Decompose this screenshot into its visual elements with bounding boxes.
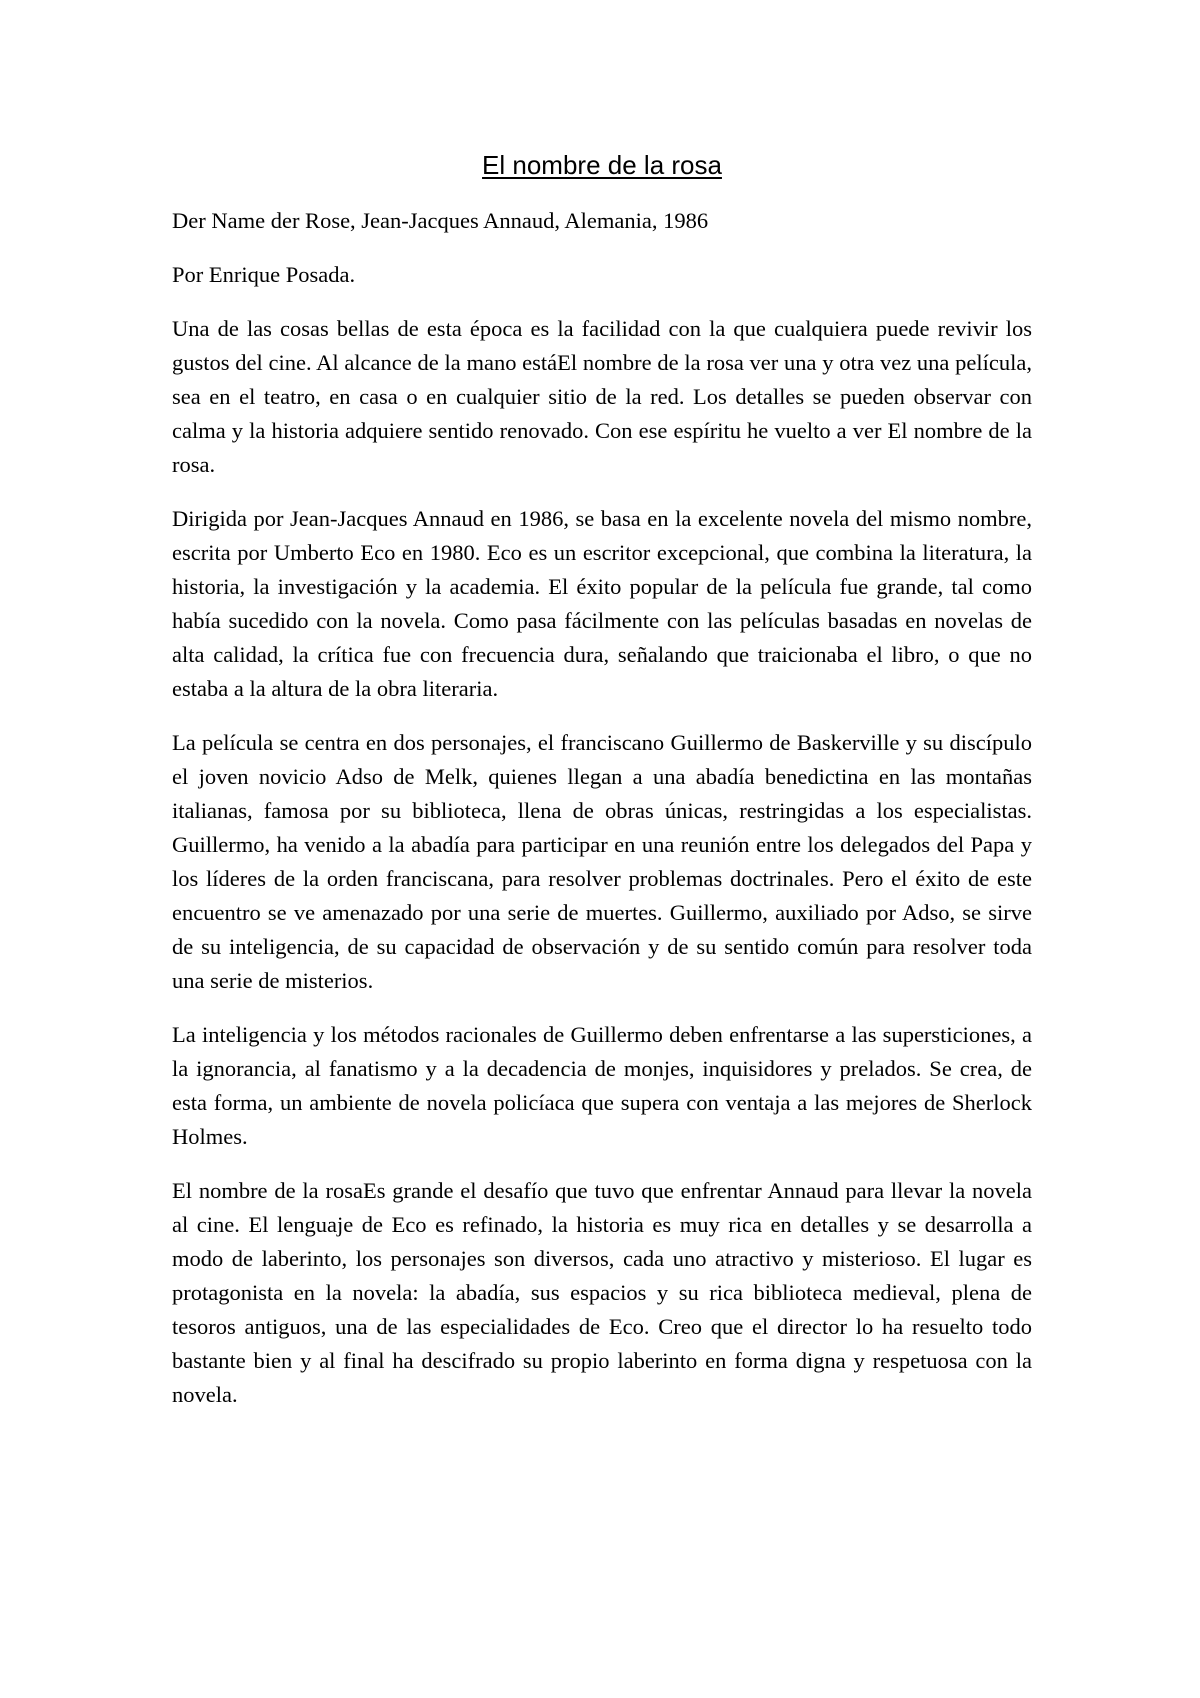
paragraph-5: El nombre de la rosaEs grande el desafío que tuvo que enfrentar Annaud para llevar la novela al cine. El lenguaje de Eco es refinado, la historia es muy rica en detalles y se desarrolla a modo de laberinto, los personajes son diversos, cada uno atractivo y misterioso. El lugar es protagonista en la novela: la abadía, sus espacios y su rica biblioteca medieval, plena de tesoros antiguos, una de las especialidades de Eco. Creo que el director lo ha resuelto todo bastante bien y al final ha descifrado su propio laberinto en forma digna y respetuosa con la novela. (172, 1178, 1032, 1407)
paragraph-3: La película se centra en dos personajes, el franciscano Guillermo de Baskerville y su discípulo el joven novicio Adso de Melk, quienes llegan a una abadía benedictina en las montañas italianas, famosa por su biblioteca, llena de obras únicas, restringidas a los especialistas. Guillermo, ha venido a la abadía para participar en una reunión entre los delegados del Papa y los líderes de la orden franciscana, para resolver problemas doctrinales. Pero el éxito de este encuentro se ve amenazado por una serie de muertes. Guillermo, auxiliado por Adso, se sirve de su inteligencia, de su capacidad de observación y de su sentido común para resolver toda una serie de misterios. (172, 730, 1032, 993)
paragraph-1: Una de las cosas bellas de esta época es la facilidad con la que cualquiera puede revivir los gustos del cine. Al alcance de la mano estáEl nombre de la rosa ver una y otra vez una película, sea en el teatro, en casa o en cualquier sitio de la red. Los detalles se pueden observar con calma y la historia adquiere sentido renovado. Con ese espíritu he vuelto a ver El nombre de la rosa. (172, 316, 1032, 477)
author-byline: Por Enrique Posada. (172, 262, 356, 287)
film-info-line: Der Name der Rose, Jean-Jacques Annaud, Alemania, 1986 (172, 208, 709, 233)
paragraph-2: Dirigida por Jean-Jacques Annaud en 1986, se basa en la excelente novela del mismo nombre, escrita por Umberto Eco en 1980. Eco es un escritor excepcional, que combina la literatura, la historia, la investigación y la academia. El éxito popular de la película fue grande, tal como había sucedido con la novela. Como pasa fácilmente con las películas basadas en novelas de alta calidad, la crítica fue con frecuencia dura, señalando que traicionaba el libro, o que no estaba a la altura de la obra literaria. (172, 506, 1032, 701)
paragraph-4: La inteligencia y los métodos racionales de Guillermo deben enfrentarse a las supersticiones, a la ignorancia, al fanatismo y a la decadencia de monjes, inquisidores y prelados. Se crea, de esta forma, un ambiente de novela policíaca que supera con ventaja a las mejores de Sherlock Holmes. (172, 1022, 1032, 1149)
document-title: El nombre de la rosa (482, 150, 722, 180)
document-body (172, 148, 1032, 1432)
